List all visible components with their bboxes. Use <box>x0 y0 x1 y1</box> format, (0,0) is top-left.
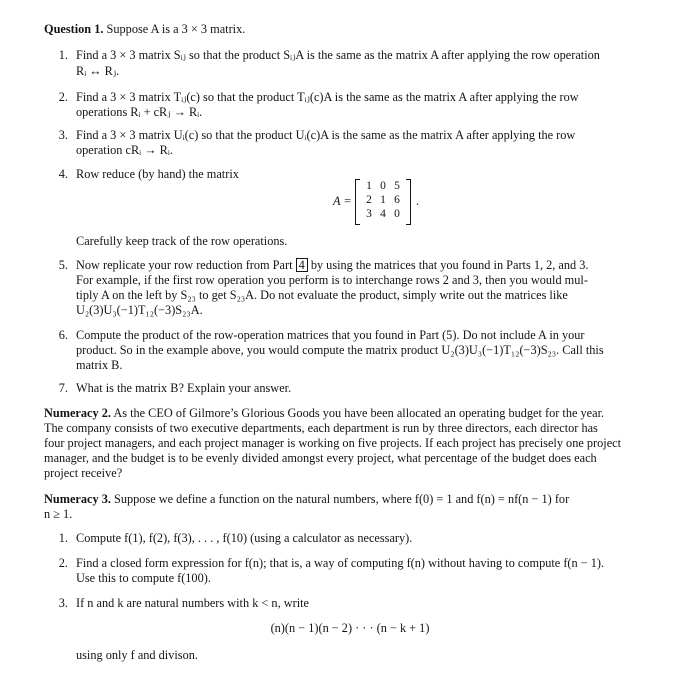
q1-item-5-line-2: For example, if the first row operation you perform is to interchange rows 2 and 3, then you would mul- <box>76 273 588 287</box>
q1-item-5-line-4: U₂(3)U₃(−1)T₁₂(−3)S₂₃A. <box>76 303 203 317</box>
q1-item-5-line-1b: by using the matrices that you found in Parts 1, 2, and 3. <box>310 258 589 272</box>
matrix-cell: 6 <box>394 194 400 206</box>
q1-item-1-line-1: Find a 3 × 3 matrix Sᵢⱼ so that the product SᵢⱼA is the same as the matrix A after applying the row operation <box>76 48 600 62</box>
matrix-cell: 4 <box>380 208 386 220</box>
numeracy-2-title: Numeracy 2. <box>44 406 111 420</box>
q1-item-4-after: Carefully keep track of the row operations. <box>76 234 288 248</box>
question-1-intro: Suppose A is a 3 × 3 matrix. <box>106 22 246 36</box>
q1-item-6-number: 6. <box>58 328 68 342</box>
numeracy-2-line-5: project receive? <box>44 466 123 480</box>
numeracy-2-line-1 <box>44 406 604 421</box>
n3-item-3-expression: (n)(n − 1)(n − 2) · · · (n − k + 1) <box>270 621 430 635</box>
q1-item-1-line-2: Rᵢ ↔ Rⱼ. <box>76 64 120 78</box>
numeracy-3-line-2: n ≥ 1. <box>44 507 73 521</box>
q1-item-2-line-1: Find a 3 × 3 matrix Tᵢⱼ(c) so that the product Tᵢⱼ(c)A is the same as the matrix A after applying the row <box>76 90 579 104</box>
q1-item-6-line-1: Compute the product of the row-operation matrices that you found in Part (5). Do not include A in your <box>76 328 585 342</box>
matrix-cell: 0 <box>394 208 400 220</box>
matrix-period: . <box>416 194 420 208</box>
q1-item-3-line-1: Find a 3 × 3 matrix Uᵢ(c) so that the product Uᵢ(c)A is the same as the matrix A after applying the row <box>76 128 576 142</box>
n3-item-2-line-1: Find a closed form expression for f(n); that is, a way of computing f(n) without having to compute f(n − 1). <box>76 556 605 570</box>
q1-item-3-line-2: operation cRᵢ → Rᵢ. <box>76 143 173 157</box>
matrix-cell: 0 <box>380 180 386 192</box>
question-1-title: Question 1. <box>44 22 104 36</box>
matrix-cell: 5 <box>394 180 400 192</box>
q1-item-7-line-1: What is the matrix B? Explain your answer. <box>76 381 292 395</box>
matrix-right-bracket <box>406 179 411 225</box>
q1-item-7-number: 7. <box>58 381 68 395</box>
matrix-cells <box>362 179 406 221</box>
numeracy-3-title: Numeracy 3. <box>44 492 111 506</box>
n3-item-3-number: 3. <box>58 596 68 610</box>
q1-item-2-number: 2. <box>58 90 68 104</box>
matrix-cell: 3 <box>366 208 372 220</box>
numeracy-3-line-1 <box>44 492 569 507</box>
part-reference-link[interactable]: 4 <box>296 258 308 272</box>
n3-item-3-after: using only f and divison. <box>76 648 198 662</box>
question-1-header <box>44 22 245 37</box>
n3-item-3-line-1: If n and k are natural numbers with k < n, write <box>76 596 309 610</box>
q1-item-4-line-1: Row reduce (by hand) the matrix <box>76 167 239 181</box>
q1-item-6-line-3: matrix B. <box>76 358 123 372</box>
numeracy-2-line-2: The company consists of two executive departments, each department is run by three directors, each director has <box>44 421 598 435</box>
q1-item-6-line-2: product. So in the example above, you would compute the matrix product U₂(3)U₃(−1)T₁₂(−3)S₂₃. Call this <box>76 343 604 357</box>
q1-item-5-line-3: tiply A on the left by S₂₃ to get S₂₃A. Do not evaluate the product, simply write out the matrices like <box>76 288 568 302</box>
q1-item-3-number: 3. <box>58 128 68 142</box>
q1-item-1-number: 1. <box>58 48 68 62</box>
numeracy-2-line-4: manager, and the budget is to be evenly divided amongst every project, what percentage of the budget does each <box>44 451 597 465</box>
matrix-cell: 2 <box>366 194 372 206</box>
q1-item-4-number: 4. <box>58 167 68 181</box>
q1-item-5-number: 5. <box>58 258 68 272</box>
numeracy-2-line-3: four project managers, and each project manager is working on five projects. If each project has precisely one project <box>44 436 622 450</box>
q1-item-2-line-2: operations Rᵢ + cRⱼ → Rᵢ. <box>76 105 203 119</box>
numeracy-2-text-1: As the CEO of Gilmore’s Glorious Goods you have been allocated an operating budget for the year. <box>113 406 605 420</box>
matrix-cell: 1 <box>366 180 372 192</box>
n3-item-1-line-1: Compute f(1), f(2), f(3), . . . , f(10) (using a calculator as necessary). <box>76 531 413 545</box>
n3-item-2-line-2: Use this to compute f(100). <box>76 571 211 585</box>
numeracy-3-text-1: Suppose we define a function on the natural numbers, where f(0) = 1 and f(n) = nf(n − 1) for <box>114 492 570 506</box>
matrix-left-bracket <box>355 179 360 225</box>
n3-item-1-number: 1. <box>58 531 68 545</box>
q1-item-5-line-1a: Now replicate your row reduction from Part <box>76 258 293 272</box>
matrix-label: A = <box>333 194 352 208</box>
q1-item-5-line-1 <box>76 258 588 273</box>
n3-item-2-number: 2. <box>58 556 68 570</box>
matrix-cell: 1 <box>380 194 386 206</box>
